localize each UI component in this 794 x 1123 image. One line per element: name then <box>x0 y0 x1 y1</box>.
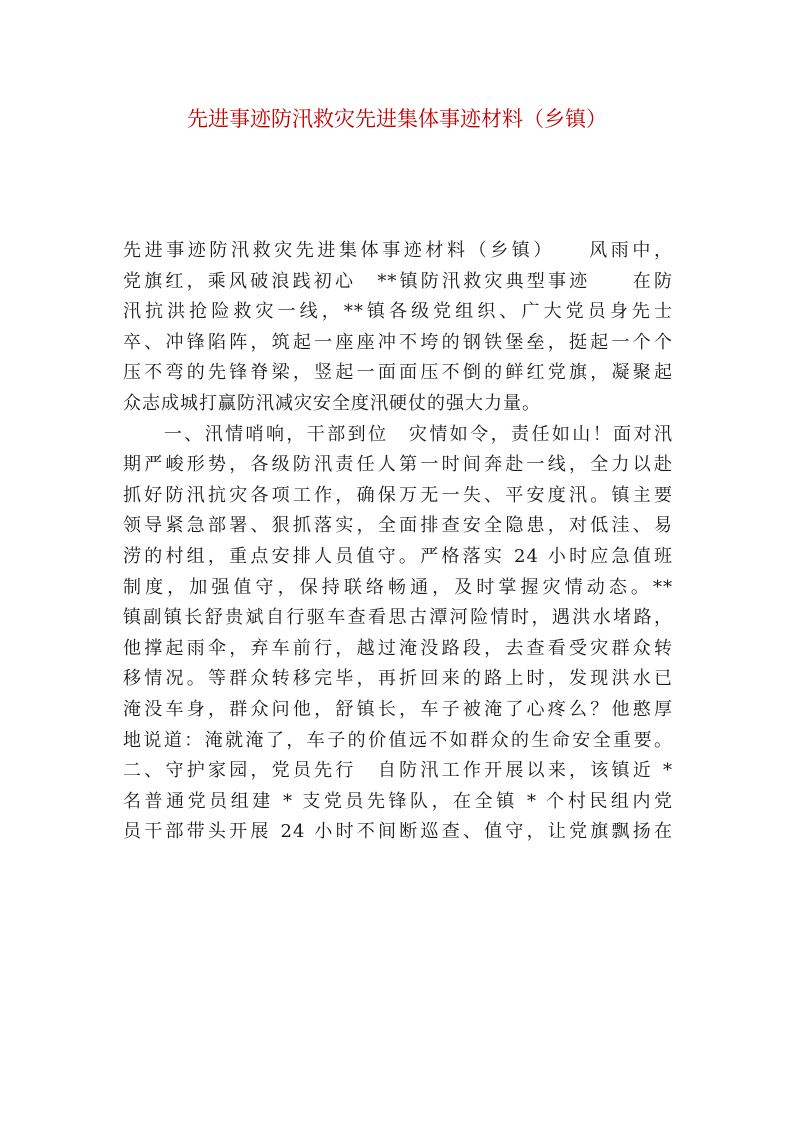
body-line: 汛抗洪抢险救灾一线，**镇各级党组织、广大党员身先士 <box>123 301 673 323</box>
body-line: 党旗红，乘风破浪践初心 **镇防汛救灾典型事迹 在防 <box>123 270 673 292</box>
body-line: 移情况。等群众转移完毕，再折回来的路上时，发现洪水已 <box>123 668 673 690</box>
body-line: 期严峻形势，各级防汛责任人第一时间奔赴一线，全力以赴 <box>123 454 673 476</box>
body-line: 抓好防汛抗灾各项工作，确保万无一失、平安度汛。镇主要 <box>123 484 673 506</box>
body-line: 领导紧急部署、狠抓落实，全面排查安全隐患，对低洼、易 <box>123 515 673 537</box>
body-line: 先进事迹防汛救灾先进集体事迹材料（乡镇） 风雨中， <box>123 240 673 261</box>
body-line: 涝的村组，重点安排人员值守。严格落实 24 小时应急值班 <box>123 545 673 567</box>
body-line: 镇副镇长舒贵斌自行驱车查看思古潭河险情时，遇洪水堵路， <box>123 607 673 629</box>
document-title: 先进事迹防汛救灾先进集体事迹材料（乡镇） <box>187 107 607 131</box>
body-line: 卒、冲锋陷阵，筑起一座座冲不垮的钢铁堡垒，挺起一个个 <box>123 331 673 353</box>
body-line: 二、守护家园，党员先行 自防汛工作开展以来，该镇近 * <box>123 760 673 782</box>
body-line: 压不弯的先锋脊梁，竖起一面面压不倒的鲜红党旗，凝聚起 <box>123 362 673 384</box>
document-body <box>123 236 673 848</box>
body-line: 一、汛情哨响，干部到位 灾情如令，责任如山！面对汛 <box>123 423 673 445</box>
body-line: 员干部带头开展 24 小时不间断巡查、值守，让党旗飘扬在 <box>123 821 673 843</box>
body-line: 制度，加强值守，保持联络畅通，及时掌握灾情动态。** <box>123 576 673 598</box>
body-line: 他撑起雨伞，弃车前行，越过淹没路段，去查看受灾群众转 <box>123 637 673 659</box>
body-line: 淹没车身，群众问他，舒镇长，车子被淹了心疼么？他憨厚 <box>123 698 673 720</box>
body-line: 地说道：淹就淹了，车子的价值远不如群众的生命安全重要。 <box>123 729 673 751</box>
body-line: 众志成城打赢防汛减灾安全度汛硬仗的强大力量。 <box>123 392 541 414</box>
body-line: 名普通党员组建 * 支党员先锋队，在全镇 * 个村民组内党 <box>123 790 673 812</box>
